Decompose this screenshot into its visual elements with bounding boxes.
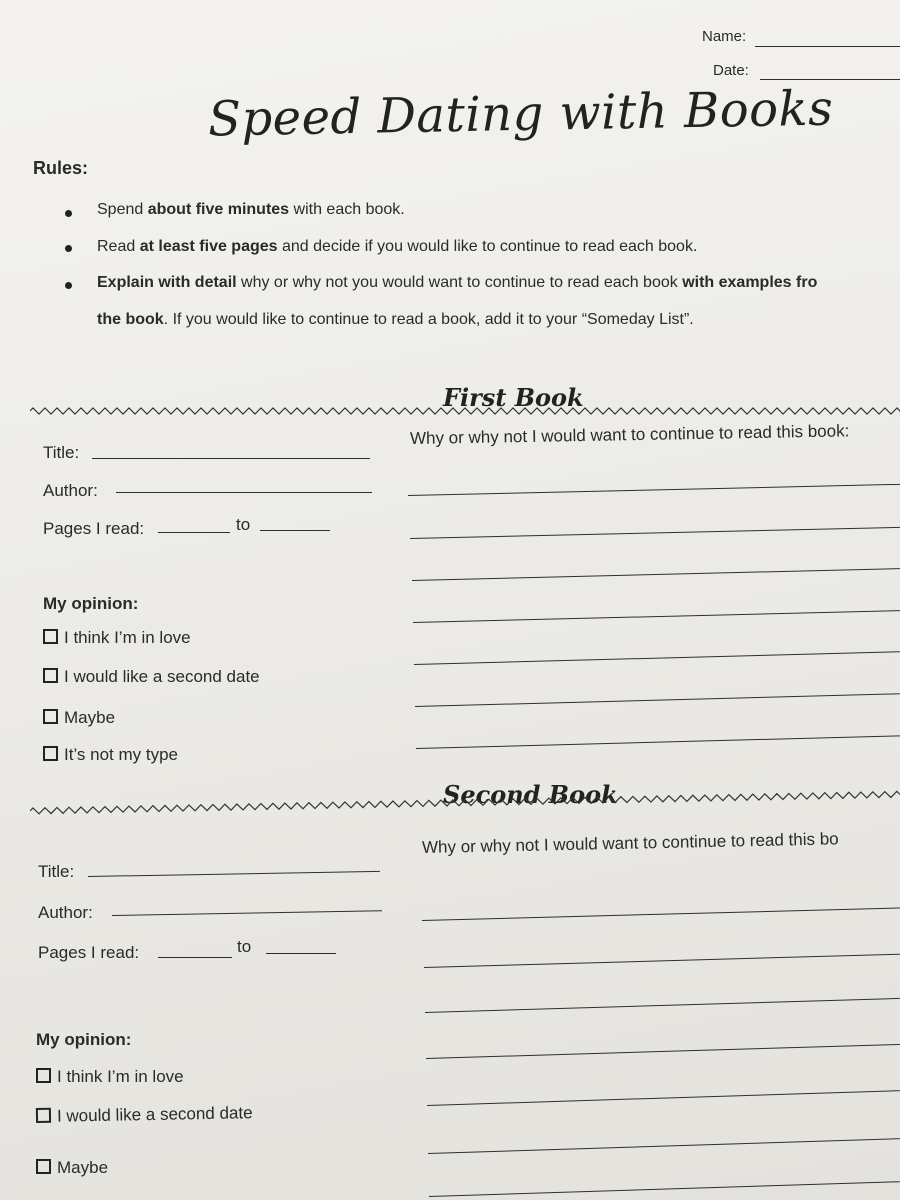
second-opinion-label: My opinion: bbox=[36, 1030, 132, 1049]
name-label: Name: bbox=[702, 28, 747, 45]
first-why-line[interactable] bbox=[412, 568, 900, 581]
second-title-label: Title: bbox=[38, 862, 75, 881]
checkbox-icon[interactable] bbox=[43, 746, 58, 761]
first-why-line[interactable] bbox=[415, 693, 900, 707]
second-why-line[interactable] bbox=[429, 1181, 900, 1197]
second-pages-to-field[interactable] bbox=[266, 953, 336, 954]
second-pages-to-label: to bbox=[237, 937, 252, 956]
second-why-line[interactable] bbox=[426, 1044, 900, 1059]
wavy-divider bbox=[30, 402, 900, 420]
first-option-love[interactable]: I think I’m in love bbox=[43, 628, 191, 648]
first-pages-label: Pages I read: bbox=[43, 519, 145, 538]
first-option-maybe[interactable]: Maybe bbox=[43, 708, 115, 728]
checkbox-icon[interactable] bbox=[36, 1068, 51, 1083]
second-option-second-date[interactable]: I would like a second date bbox=[36, 1103, 253, 1127]
first-why-line[interactable] bbox=[408, 484, 900, 496]
first-opinion-label: My opinion: bbox=[43, 594, 139, 613]
second-why-line[interactable] bbox=[422, 907, 900, 921]
second-option-maybe[interactable]: Maybe bbox=[36, 1158, 108, 1178]
bullet-icon bbox=[65, 282, 72, 289]
first-author-label: Author: bbox=[43, 481, 98, 500]
rule-item-2: Read at least five pages and decide if you would like to continue to read each book. bbox=[97, 238, 698, 255]
first-option-not-my-type[interactable]: It’s not my type bbox=[43, 745, 178, 765]
first-pages-from-field[interactable] bbox=[158, 532, 230, 533]
first-option-second-date[interactable]: I would like a second date bbox=[43, 667, 260, 687]
second-why-line[interactable] bbox=[427, 1090, 900, 1106]
second-book-heading: Second Book bbox=[443, 780, 618, 809]
rule-item-3: Explain with detail why or why not you would want to continue to read each book with examples fro bbox=[97, 274, 818, 291]
first-why-line[interactable] bbox=[410, 527, 900, 539]
first-author-field[interactable] bbox=[116, 492, 372, 493]
second-author-label: Author: bbox=[38, 903, 93, 922]
second-why-line[interactable] bbox=[428, 1138, 900, 1154]
second-title-field[interactable] bbox=[88, 871, 380, 877]
second-why-label: Why or why not I would want to continue to read this bo bbox=[421, 829, 839, 857]
rule-item-1: Spend about five minutes with each book. bbox=[97, 201, 405, 218]
second-why-line[interactable] bbox=[425, 998, 900, 1013]
second-why-line[interactable] bbox=[424, 954, 900, 968]
rule-item-3-continued: the book. If you would like to continue to read a book, add it to your “Someday List”. bbox=[97, 311, 694, 328]
first-pages-to-field[interactable] bbox=[260, 530, 330, 531]
name-field[interactable] bbox=[755, 46, 900, 47]
wavy-line bbox=[30, 791, 900, 814]
first-why-label: Why or why not I would want to continue to read this book: bbox=[409, 421, 850, 448]
second-option-love[interactable]: I think I’m in love bbox=[36, 1067, 184, 1087]
page-title: Speed Dating with Books bbox=[207, 80, 834, 148]
bullet-icon bbox=[65, 245, 72, 252]
first-why-line[interactable] bbox=[413, 610, 900, 623]
second-pages-from-field[interactable] bbox=[158, 957, 232, 958]
checkbox-icon[interactable] bbox=[43, 709, 58, 724]
rules-label: Rules: bbox=[33, 158, 89, 178]
first-pages-to-label: to bbox=[236, 515, 251, 534]
second-author-field[interactable] bbox=[112, 910, 382, 916]
first-why-line[interactable] bbox=[416, 735, 900, 749]
date-label: Date: bbox=[713, 62, 749, 79]
checkbox-icon[interactable] bbox=[43, 629, 58, 644]
checkbox-icon[interactable] bbox=[43, 668, 58, 683]
checkbox-icon[interactable] bbox=[36, 1108, 51, 1123]
first-book-heading: First Book bbox=[443, 383, 584, 412]
first-title-field[interactable] bbox=[92, 458, 370, 459]
wavy-line bbox=[30, 408, 900, 414]
second-pages-label: Pages I read: bbox=[38, 943, 140, 962]
first-why-line[interactable] bbox=[414, 651, 900, 665]
checkbox-icon[interactable] bbox=[36, 1159, 51, 1174]
first-title-label: Title: bbox=[43, 443, 80, 462]
bullet-icon bbox=[65, 210, 72, 217]
